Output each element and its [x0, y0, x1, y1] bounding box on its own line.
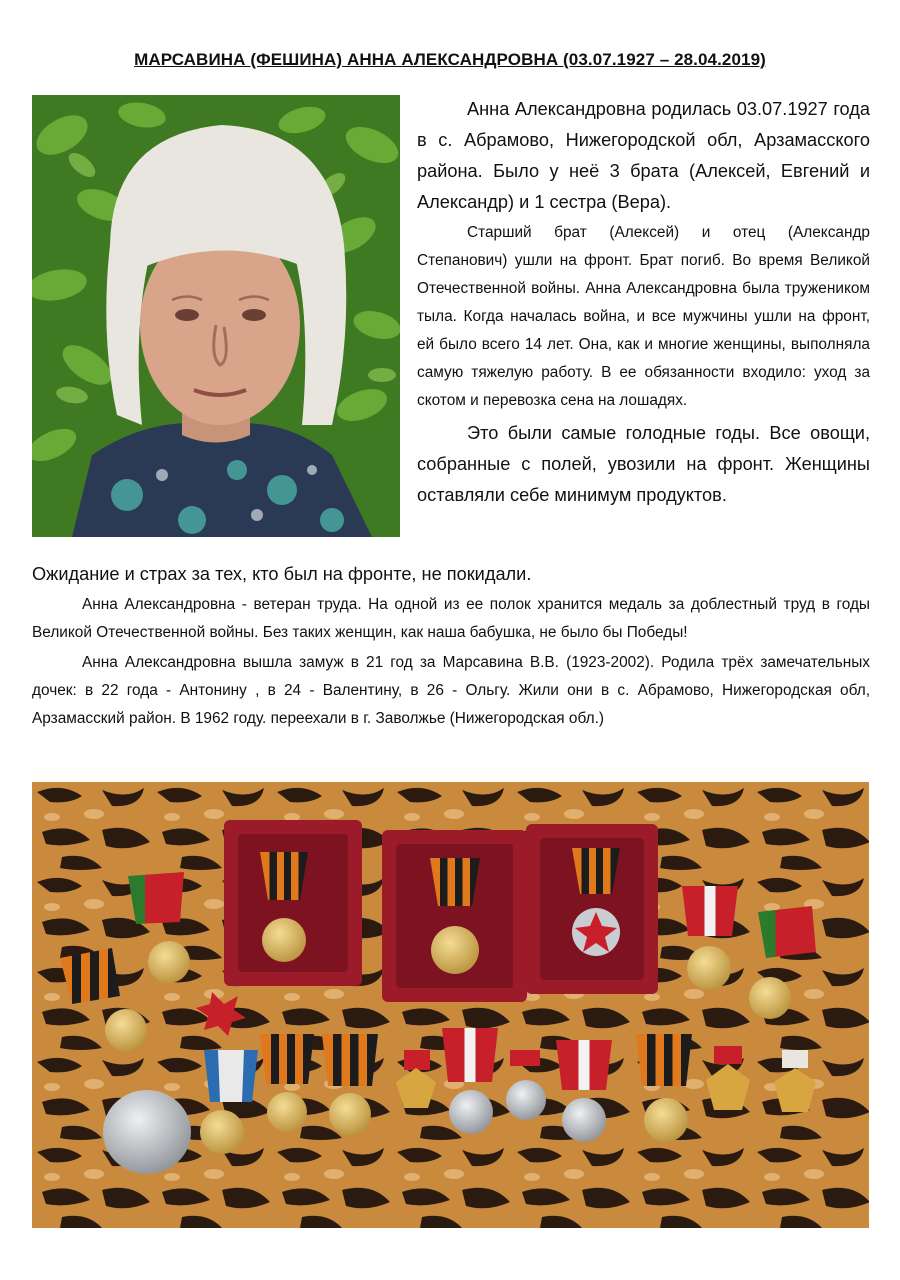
paragraph-veteran: Анна Александровна - ветеран труда. На одной из ее полок хранится медаль за доблестный труд в годы Великой Отечественной войны. Без таких женщин, как наша бабушка, не было бы Победы!: [32, 596, 870, 641]
medals-illustration: [32, 782, 869, 1228]
paragraph-war: Старший брат (Алексей) и отец (Александр Степанович) ушли на фронт. Брат погиб. Во время Великой Отечественной войны. Анна Александровна была тружеником тыла. Когда началась война, и все мужчины ушли на фронт, ей было всего 14 лет. Она, как и многие женщины, выполняла самую тяжелую работу. В ее обязанности входило: уход за скотом и перевозка сена на лошадях.: [417, 224, 870, 409]
portrait-illustration: [32, 95, 400, 537]
page-title: МАРСАВИНА (ФЕШИНА) АННА АЛЕКСАНДРОВНА (03.07.1927 – 28.04.2019): [134, 50, 766, 69]
medals-photo: [32, 782, 869, 1228]
paragraph-hunger: Это были самые голодные годы. Все овощи, собранные с полей, увозили на фронт. Женщины оставляли себе минимум продуктов.: [417, 423, 870, 505]
full-width-text: [32, 559, 870, 733]
paragraph-birth: Анна Александровна родилась 03.07.1927 года в с. Абрамово, Нижегородской обл, Арзамасского района. Было у неё 3 брата (Алексей, Евгений и Александр) и 1 сестра (Вера).: [417, 99, 870, 212]
right-text-column: [417, 94, 870, 511]
portrait-photo: [32, 95, 400, 537]
paragraph-family: Анна Александровна вышла замуж в 21 год за Марсавина В.В. (1923-2002). Родила трёх замечательных дочек: в 22 года - Антонину , в 24 - Валентину, в 26 - Ольгу. Жили они в с. Абрамово, Нижегородская обл, Арзамасский район. В 1962 году. переехали в г. Заволжье (Нижегородская обл.): [32, 654, 870, 727]
paragraph-hunger-continued: Ожидание и страх за тех, кто был на фронте, не покидали.: [32, 564, 532, 584]
